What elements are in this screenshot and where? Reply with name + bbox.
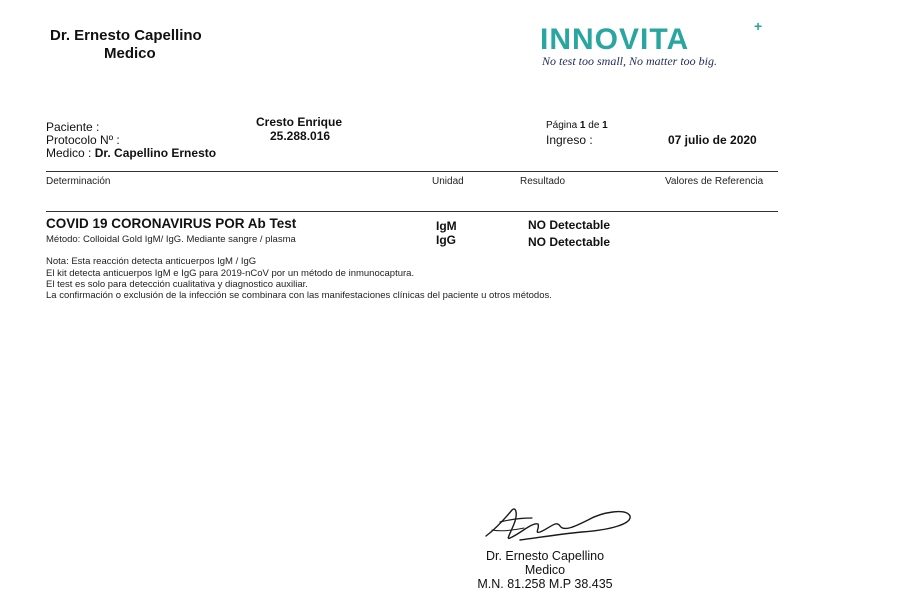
pagina-of: de — [588, 120, 600, 131]
logo-tagline: No test too small, No matter too big. — [542, 54, 718, 68]
logo-plus-icon: + — [754, 18, 763, 34]
protocolo-label: Protocolo Nº : — [46, 133, 120, 147]
col-header-referencia: Valores de Referencia — [665, 176, 764, 187]
unit-igg: IgG — [436, 233, 456, 247]
divider-headers — [46, 211, 778, 212]
protocolo-value: 25.288.016 — [270, 129, 331, 143]
logo-brand: INNOVITA — [540, 23, 690, 56]
signature-role: Medico — [524, 563, 566, 577]
ingreso-value: 07 julio de 2020 — [668, 133, 757, 147]
col-header-determinacion: Determinación — [46, 176, 111, 187]
result-igg: NO Detectable — [528, 235, 611, 249]
unit-igm: IgM — [436, 219, 457, 233]
paciente-label: Paciente : — [46, 120, 100, 134]
pagina-label: Página — [546, 120, 578, 131]
test-title: COVID 19 CORONAVIRUS POR Ab Test — [46, 216, 297, 231]
medico-value: Dr. Capellino Ernesto — [94, 146, 217, 160]
innovita-logo — [538, 18, 778, 72]
note-line-3: El test es solo para detección cualitativa y diagnostico auxiliar. — [46, 279, 308, 290]
header-doctor-role: Medico — [104, 45, 156, 62]
col-header-unidad: Unidad — [432, 176, 464, 187]
handwritten-signature — [480, 500, 640, 545]
pagina-indicator — [546, 120, 608, 131]
ingreso-label: Ingreso : — [546, 133, 593, 147]
signature-name: Dr. Ernesto Capellino — [485, 549, 605, 563]
note-line-1: Nota: Esta reacción detecta anticuerpos IgM / IgG — [46, 256, 257, 267]
medico-label: Medico : — [46, 146, 92, 160]
note-line-2: El kit detecta anticuerpos IgM e IgG para 2019-nCoV por un método de inmunocaptura. — [46, 268, 415, 279]
divider-top — [46, 171, 778, 172]
header-doctor-name: Dr. Ernesto Capellino — [50, 27, 202, 44]
test-method: Método: Colloidal Gold IgM/ IgG. Mediante sangre / plasma — [46, 234, 296, 245]
col-header-resultado: Resultado — [520, 176, 566, 187]
signature-registration: M.N. 81.258 M.P 38.435 — [477, 577, 613, 591]
medico-line — [46, 146, 216, 160]
pagina-current: 1 — [579, 120, 586, 131]
paciente-value: Cresto Enrique — [256, 115, 343, 129]
note-line-4: La confirmación o exclusión de la infección se combinara con las manifestaciones clínicas del paciente u otros métodos. — [46, 290, 552, 301]
result-igm: NO Detectable — [528, 218, 611, 232]
pagina-total: 1 — [602, 120, 608, 131]
